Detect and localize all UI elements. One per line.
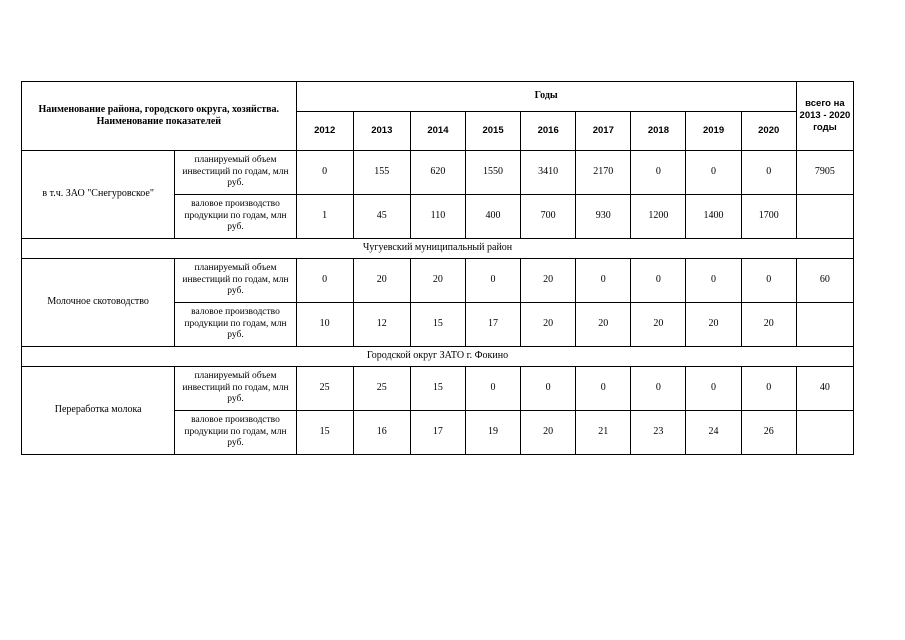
value-cell: 400 xyxy=(465,195,520,239)
value-cell: 0 xyxy=(631,259,686,303)
value-cell: 110 xyxy=(410,195,465,239)
value-cell: 0 xyxy=(631,367,686,411)
header-year: 2019 xyxy=(686,112,741,151)
value-cell: 0 xyxy=(296,151,353,195)
table-body xyxy=(22,151,854,455)
value-cell: 45 xyxy=(353,195,410,239)
value-cell: 19 xyxy=(465,411,520,455)
indicator-label: планируемый объем инвестиций по годам, млн руб. xyxy=(175,367,296,411)
entity-name: Переработка молока xyxy=(22,367,175,455)
value-cell: 0 xyxy=(686,367,741,411)
value-cell: 20 xyxy=(410,259,465,303)
indicator-label: валовое производство продукции по годам, млн руб. xyxy=(175,195,296,239)
value-cell: 20 xyxy=(741,303,796,347)
value-cell: 20 xyxy=(576,303,631,347)
value-cell: 930 xyxy=(576,195,631,239)
value-cell: 3410 xyxy=(521,151,576,195)
indicator-label: планируемый объем инвестиций по годам, млн руб. xyxy=(175,259,296,303)
total-cell xyxy=(796,303,853,347)
header-year: 2020 xyxy=(741,112,796,151)
value-cell: 20 xyxy=(686,303,741,347)
header-year: 2014 xyxy=(410,112,465,151)
value-cell: 20 xyxy=(521,411,576,455)
header-name-column: Наименование района, городского округа, хозяйства. Наименование показателей xyxy=(22,82,297,151)
section-title: Городской округ ЗАТО г. Фокино xyxy=(22,347,854,367)
section-row xyxy=(22,347,854,367)
header-year: 2013 xyxy=(353,112,410,151)
value-cell: 155 xyxy=(353,151,410,195)
value-cell: 0 xyxy=(741,367,796,411)
header-year: 2015 xyxy=(465,112,520,151)
value-cell: 16 xyxy=(353,411,410,455)
header-year: 2017 xyxy=(576,112,631,151)
value-cell: 0 xyxy=(521,367,576,411)
total-cell: 7905 xyxy=(796,151,853,195)
value-cell: 23 xyxy=(631,411,686,455)
value-cell: 0 xyxy=(465,367,520,411)
value-cell: 0 xyxy=(741,259,796,303)
value-cell: 1200 xyxy=(631,195,686,239)
value-cell: 21 xyxy=(576,411,631,455)
section-title: Чугуевский муниципальный район xyxy=(22,239,854,259)
value-cell: 10 xyxy=(296,303,353,347)
entity-name: Молочное скотоводство xyxy=(22,259,175,347)
value-cell: 24 xyxy=(686,411,741,455)
value-cell: 700 xyxy=(521,195,576,239)
value-cell: 0 xyxy=(686,151,741,195)
total-cell xyxy=(796,195,853,239)
value-cell: 2170 xyxy=(576,151,631,195)
table-row xyxy=(22,367,854,411)
total-cell: 40 xyxy=(796,367,853,411)
value-cell: 0 xyxy=(465,259,520,303)
value-cell: 26 xyxy=(741,411,796,455)
value-cell: 25 xyxy=(296,367,353,411)
header-years: Годы xyxy=(296,82,796,112)
value-cell: 20 xyxy=(521,303,576,347)
value-cell: 1400 xyxy=(686,195,741,239)
table-row xyxy=(22,151,854,195)
total-cell: 60 xyxy=(796,259,853,303)
value-cell: 17 xyxy=(465,303,520,347)
value-cell: 0 xyxy=(576,367,631,411)
value-cell: 17 xyxy=(410,411,465,455)
value-cell: 1700 xyxy=(741,195,796,239)
indicator-label: валовое производство продукции по годам, млн руб. xyxy=(175,411,296,455)
value-cell: 0 xyxy=(576,259,631,303)
value-cell: 15 xyxy=(296,411,353,455)
value-cell: 20 xyxy=(631,303,686,347)
section-row xyxy=(22,239,854,259)
value-cell: 15 xyxy=(410,303,465,347)
header-total: всего на 2013 - 2020 годы xyxy=(796,82,853,151)
indicator-label: планируемый объем инвестиций по годам, млн руб. xyxy=(175,151,296,195)
value-cell: 20 xyxy=(521,259,576,303)
value-cell: 20 xyxy=(353,259,410,303)
value-cell: 0 xyxy=(296,259,353,303)
investment-table xyxy=(21,81,854,455)
value-cell: 0 xyxy=(686,259,741,303)
total-cell xyxy=(796,411,853,455)
table-row xyxy=(22,259,854,303)
entity-name: в т.ч. ЗАО "Снегуровское" xyxy=(22,151,175,239)
header-year: 2016 xyxy=(521,112,576,151)
value-cell: 0 xyxy=(631,151,686,195)
header-year: 2018 xyxy=(631,112,686,151)
value-cell: 1 xyxy=(296,195,353,239)
value-cell: 25 xyxy=(353,367,410,411)
value-cell: 0 xyxy=(741,151,796,195)
header-year: 2012 xyxy=(296,112,353,151)
value-cell: 12 xyxy=(353,303,410,347)
value-cell: 1550 xyxy=(465,151,520,195)
indicator-label: валовое производство продукции по годам, млн руб. xyxy=(175,303,296,347)
value-cell: 620 xyxy=(410,151,465,195)
value-cell: 15 xyxy=(410,367,465,411)
